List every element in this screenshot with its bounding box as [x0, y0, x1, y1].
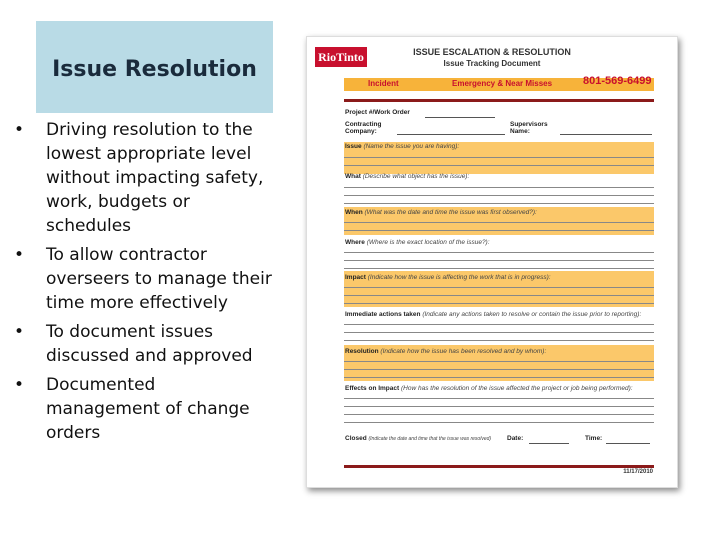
phone-number: 801-569-6499 — [583, 75, 652, 87]
bullet-item: • To allow contractor overseers to manage their time more effectively — [14, 245, 272, 313]
slide-title-box — [36, 21, 273, 113]
document-title: ISSUE ESCALATION & RESOLUTION — [413, 47, 571, 57]
resolution-label: Resolution (Indicate how the issue has been resolved and by whom): — [345, 348, 547, 355]
bullet-list — [14, 118, 274, 450]
document-subtitle: Issue Tracking Document — [443, 59, 541, 68]
effects-label: Effects on Impact (How has the resolution of the issue affected the project or job being performed): — [345, 385, 633, 392]
closed-label: Closed (Indicate the date and time that the issue was resolved) — [345, 435, 492, 442]
bullet-icon: • — [14, 322, 25, 342]
date-label: Date: — [507, 435, 524, 442]
supervisors-label: Supervisors Name: — [510, 121, 548, 135]
impact-label: Impact (Indicate how the issue is affecting the work that is in progress): — [345, 274, 551, 281]
field-line — [606, 443, 650, 444]
actions-label: Immediate actions taken (Indicate any actions taken to resolve or contain the issue prior to reporting): — [345, 311, 642, 318]
footer-date: 11/17/2010 — [623, 469, 653, 475]
field-line — [529, 443, 569, 444]
project-label: Project #/Work Order — [345, 109, 410, 116]
issue-label: Issue (Name the issue you are having): — [345, 143, 460, 150]
slide-title: Issue Resolution — [52, 57, 257, 82]
when-label: When (What was the date and time the issue was first observed?): — [345, 209, 537, 216]
incident-label: Incident — [368, 79, 399, 88]
bottom-divider — [344, 465, 654, 468]
issue-tracking-document — [306, 36, 678, 488]
bullet-icon: • — [14, 375, 25, 395]
bullet-icon: • — [14, 120, 25, 140]
bullet-item: • Driving resolution to the lowest appropriate level without impacting safety, work, budgets or schedules — [14, 120, 264, 236]
what-label: What (Describe what object has the issue): — [345, 173, 470, 180]
time-label: Time: — [585, 435, 603, 442]
bullet-icon: • — [14, 245, 25, 265]
bullet-item: • Documented management of change orders — [14, 375, 250, 443]
contracting-label: Contracting Company: — [345, 121, 382, 135]
field-line — [397, 134, 505, 135]
riotinto-logo: RioTinto — [315, 47, 367, 67]
emergency-label: Emergency & Near Misses — [452, 79, 553, 88]
bullet-item: • To document issues discussed and approved — [14, 322, 253, 366]
where-label: Where (Where is the exact location of the issue?): — [345, 239, 490, 246]
field-line — [560, 134, 652, 135]
field-line — [425, 117, 495, 118]
divider — [344, 99, 654, 102]
